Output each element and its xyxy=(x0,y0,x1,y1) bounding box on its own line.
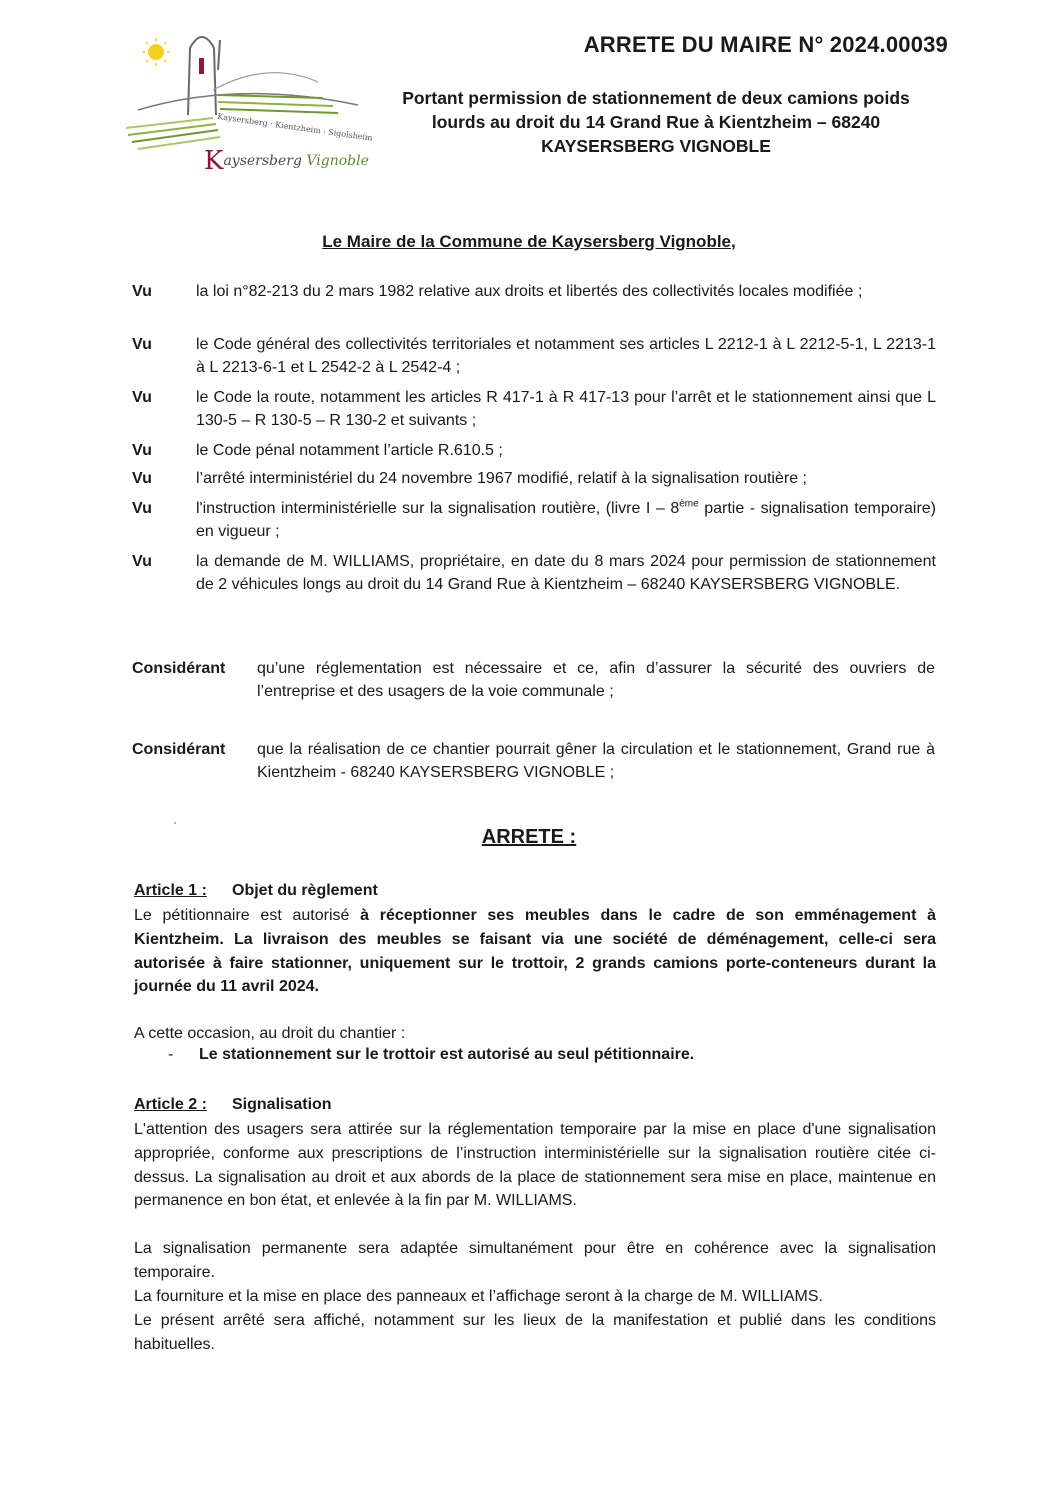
article-1-occasion: A cette occasion, au droit du chantier : xyxy=(134,1025,406,1042)
bullet-dash: - xyxy=(168,1046,174,1063)
vu-text: le Code pénal notamment l’article R.610.5 ; xyxy=(196,442,503,459)
document-subtitle xyxy=(370,86,942,158)
vu-text-part: partie - signalisation temporaire) en vigueur ; xyxy=(196,500,936,540)
vu-label: Vu xyxy=(132,389,152,406)
subtitle-line: Portant permission de stationnement de deux camions poids xyxy=(402,88,910,108)
considerant-text: qu’une réglementation est nécessaire et ce, afin d’assurer la sécurité des ouvriers de l’entreprise et des usagers de la voie communale ; xyxy=(257,660,935,700)
considerant-label: Considérant xyxy=(132,660,226,677)
article-number: Article 2 : xyxy=(134,1096,207,1113)
vu-label: Vu xyxy=(132,442,152,459)
article-title: Objet du règlement xyxy=(232,882,378,899)
vu-label: Vu xyxy=(132,336,152,353)
vu-text: l’arrêté interministériel du 24 novembre 1967 modifié, relatif à la signalisation routière ; xyxy=(196,470,807,487)
article-number: Article 1 : xyxy=(134,882,207,899)
article-1-body xyxy=(134,904,936,999)
vu-label: Vu xyxy=(132,500,152,517)
article-title: Signalisation xyxy=(232,1096,332,1113)
vu-label: Vu xyxy=(132,283,152,300)
logo-initial: K xyxy=(204,146,224,176)
document-title: ARRETE DU MAIRE N° 2024.00039 xyxy=(583,32,948,57)
logo-name-second: Vignoble xyxy=(306,153,369,169)
considerant-text: que la réalisation de ce chantier pourrait gêner la circulation et le stationnement, Grand rue à Kientzheim - 68240 KAYSERSBERG VIGNOBLE ; xyxy=(257,741,935,781)
tower-icon xyxy=(188,37,220,115)
article-2-paragraph: L'attention des usagers sera attirée sur la réglementation temporaire par la mise en place d'une signalisation appropriée, conforme aux prescriptions de l’instruction interministérielle sur la signalisation routière citée ci-dessus. La signalisation au droit et aux abords de la place de stationnement sera mise en place, maintenue en permanence en bon état, et enlevée à la fin par M. WILLIAMS. xyxy=(134,1121,936,1210)
article-1-intro-bold: à réceptionner ses meubles dans le cadre de son emménagement à Kientzheim. La livraison des meubles se faisant via une société de déménagement, celle-ci sera autorisée à faire stationner, uniquement sur le trottoir, 2 grands camions porte-conteneurs durant la journée du 11 avril 2024. xyxy=(134,907,937,996)
sun-icon xyxy=(148,44,164,60)
maire-heading: Le Maire de la Commune de Kaysersberg Vignoble, xyxy=(322,232,736,251)
subtitle-line: KAYSERSBERG VIGNOBLE xyxy=(541,136,771,156)
article-2-paragraph: Le présent arrêté sera affiché, notamment sur les lieux de la manifestation et publié dans les conditions habituelles. xyxy=(134,1312,936,1353)
article-1-bullet xyxy=(168,1046,694,1064)
scan-speck xyxy=(174,822,176,824)
logo-name xyxy=(204,142,369,176)
article-2-paragraph: La fourniture et la mise en place des panneaux et l’affichage seront à la charge de M. WILLIAMS. xyxy=(134,1288,823,1305)
vu-text: le Code général des collectivités territoriales et notamment ses articles L 2212-1 à L 2212-5-1, L 2213-1 à L 2213-6-1 et L 2542-2 à L 2542-4 ; xyxy=(196,336,936,376)
article-2-paragraph: La signalisation permanente sera adaptée simultanément pour être en cohérence avec la signalisation temporaire. xyxy=(134,1240,936,1281)
vu-text: le Code la route, notamment les articles R 417-1 à R 417-13 pour l’arrêt et le stationnement ainsi que L 130-5 – R 130-5 – R 130-2 et suivants ; xyxy=(196,389,936,429)
arrete-heading: ARRETE : xyxy=(481,826,577,848)
logo-name-rest: aysersberg xyxy=(223,153,302,169)
article-1-intro: Le pétitionnaire est autorisé xyxy=(134,907,361,924)
article-1-heading xyxy=(134,882,378,900)
vu-label: Vu xyxy=(132,470,152,487)
bullet-text: Le stationnement sur le trottoir est autorisé au seul pétitionnaire. xyxy=(199,1046,695,1063)
vu-text-part: l'instruction interministérielle sur la signalisation routière, (livre I – 8 xyxy=(196,500,680,517)
subtitle-line: lourds au droit du 14 Grand Rue à Kientzheim – 68240 xyxy=(431,112,881,132)
vu-text: la loi n°82-213 du 2 mars 1982 relative aux droits et libertés des collectivités locales modifiée ; xyxy=(196,283,863,300)
logo-tagline: Kaysersberg · Kientzheim · Sigolsheim xyxy=(216,112,374,143)
vu-text-sup: ème xyxy=(679,498,699,510)
vu-text: la demande de M. WILLIAMS, propriétaire, en date du 8 mars 2024 pour permission de stationnement de 2 véhicules longs au droit du 14 Grand Rue à Kientzheim – 68240 KAYSERSBERG VIGNOBLE. xyxy=(196,553,936,593)
considerant-label: Considérant xyxy=(132,741,226,758)
article-2-heading xyxy=(134,1096,332,1114)
vu-label: Vu xyxy=(132,553,152,570)
vu-text xyxy=(196,497,936,543)
